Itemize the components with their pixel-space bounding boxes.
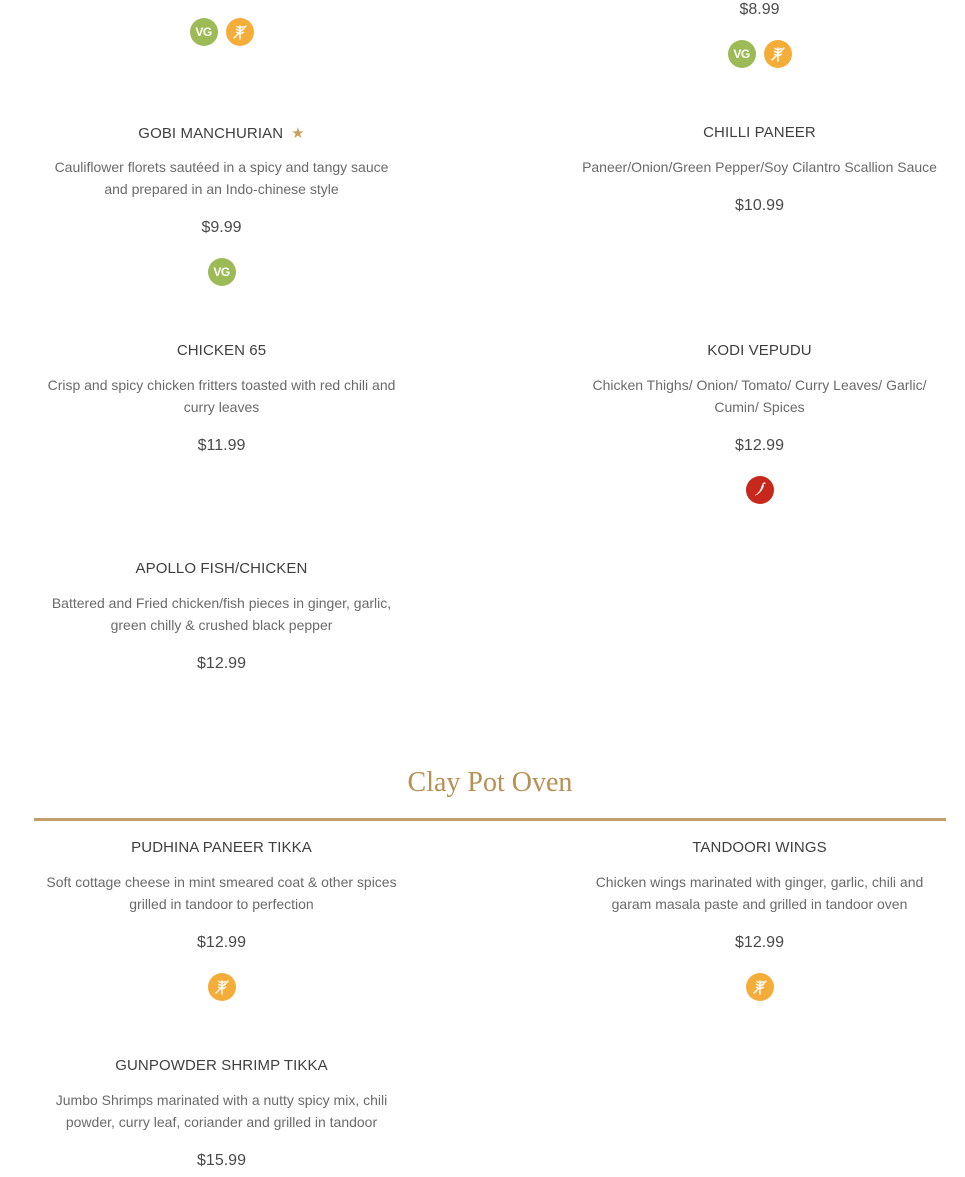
vegan-badge-icon: VG: [728, 40, 756, 68]
dietary-badges: [34, 258, 409, 286]
vegan-badge-icon: VG: [208, 258, 236, 286]
item-price: $12.99: [735, 934, 784, 951]
item-price: $15.99: [197, 1152, 246, 1169]
item-name: GOBI MANCHURIAN ★: [138, 125, 305, 142]
menu-item-apollo-fish-chicken: [34, 556, 409, 686]
item-name: APOLLO FISH/CHICKEN: [135, 560, 308, 577]
chili-pepper-icon: [746, 476, 774, 504]
menu-item-top-right-partial: [572, 0, 947, 80]
item-price: $8.99: [739, 1, 780, 18]
gluten-free-wheat-icon: [746, 973, 774, 1001]
item-price: $12.99: [735, 437, 784, 454]
vegan-badge-icon: VG: [190, 18, 218, 46]
item-name: KODI VEPUDU: [707, 342, 812, 359]
item-name: TANDOORI WINGS: [692, 839, 827, 856]
dietary-badges: [572, 40, 947, 68]
menu-item-gunpowder-shrimp-tikka: [34, 1053, 409, 1177]
item-description: Crisp and spicy chicken fritters toasted with red chili and curry leaves: [47, 377, 396, 415]
gluten-free-wheat-icon: [208, 973, 236, 1001]
menu-item-pudhina-paneer-tikka: [34, 835, 409, 1005]
dietary-badges: [572, 973, 947, 1001]
dietary-badges: [572, 476, 947, 504]
item-price: $9.99: [201, 219, 242, 236]
item-name: CHICKEN 65: [176, 342, 267, 359]
menu-item-top-left-partial: [34, 0, 409, 60]
item-price: $10.99: [735, 197, 784, 214]
menu-item-gobi-manchurian: [34, 120, 409, 290]
section-divider: [34, 818, 946, 821]
section-title: Clay Pot Oven: [407, 767, 573, 798]
menu-item-chilli-paneer: [572, 120, 947, 240]
gluten-free-wheat-icon: [764, 40, 792, 68]
item-price: $11.99: [197, 437, 246, 454]
item-description: Cauliflower florets sautéed in a spicy and tangy sauce and prepared in an Indo-chinese style: [54, 159, 389, 197]
item-name: PUDHINA PANEER TIKKA: [131, 839, 312, 856]
item-description: Jumbo Shrimps marinated with a nutty spicy mix, chili powder, curry leaf, coriander and grilled in tandoor: [55, 1092, 388, 1130]
gluten-free-wheat-icon: [226, 18, 254, 46]
item-price: $12.99: [197, 934, 246, 951]
item-price: $12.99: [197, 655, 246, 672]
menu-item-chicken-65: [34, 338, 409, 468]
star-icon: ★: [291, 125, 305, 142]
dietary-badges: [34, 973, 409, 1001]
item-description: Chicken Thighs/ Onion/ Tomato/ Curry Leaves/ Garlic/ Cumin/ Spices: [592, 377, 927, 415]
item-description: Battered and Fried chicken/fish pieces in ginger, garlic, green chilly & crushed black pepper: [51, 595, 392, 633]
item-description: Paneer/Onion/Green Pepper/Soy Cilantro Scallion Sauce: [582, 159, 937, 175]
item-description: Chicken wings marinated with ginger, garlic, chili and garam masala paste and grilled in tandoor oven: [595, 874, 924, 912]
item-description: Soft cottage cheese in mint smeared coat & other spices grilled in tandoor to perfection: [46, 874, 397, 912]
menu-item-tandoori-wings: [572, 835, 947, 1005]
item-name: CHILLI PANEER: [703, 124, 816, 141]
item-name: GUNPOWDER SHRIMP TIKKA: [115, 1057, 328, 1074]
dietary-badges: [34, 18, 409, 46]
menu-item-kodi-vepudu: [572, 338, 947, 508]
